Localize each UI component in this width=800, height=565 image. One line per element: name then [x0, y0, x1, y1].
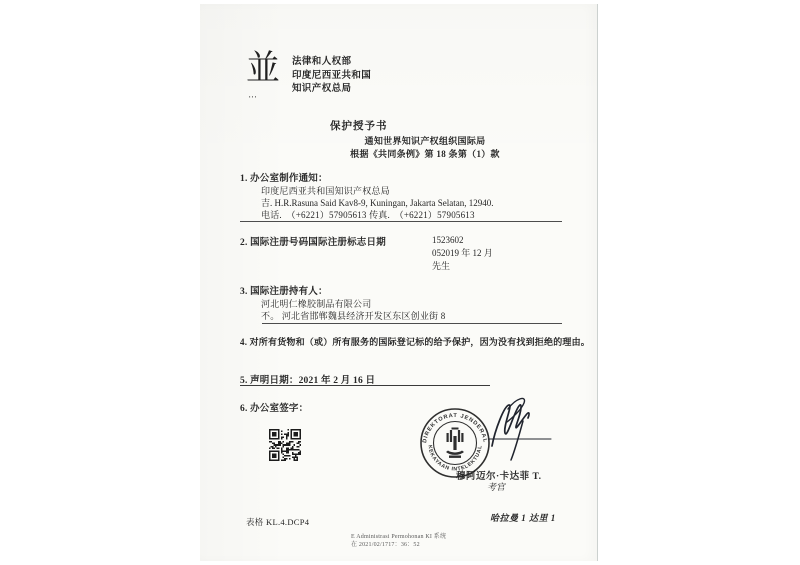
signer-name: 穆阿迈尔·卡达菲 T.: [456, 472, 542, 482]
footer-print-system: E Administrasi Permohonan KI 系统: [351, 534, 447, 540]
footer-form-code: 表格 KL.4.DCP4: [246, 517, 310, 527]
holder-name: 河北明仁橡胶制品有限公司: [261, 299, 372, 309]
footer-page-info: 哈拉曼 1 达里 1: [490, 513, 556, 523]
notice-line-1: 通知世界知识产权组织国际局: [364, 136, 486, 146]
item2-label: 2. 国际注册号码国际注册标志日期: [240, 238, 386, 248]
item1-label: 1. 办公室制作通知：: [240, 174, 328, 184]
item1-phone: 电话. （+6221）57905613 传真. （+6221）57905613: [261, 210, 475, 220]
notice-line-2: 根据《共同条例》第 18 条第（1）款: [350, 149, 500, 159]
registration-date: 052019 年 12 月: [432, 248, 493, 258]
ministry-name-block: [292, 56, 371, 97]
ministry-line-2: 印度尼西亚共和国: [292, 70, 372, 81]
signer-title: 考官: [487, 482, 506, 492]
item3-divider: [262, 323, 562, 324]
footer-print-time: 在 2021/02/1717：36：52: [351, 542, 420, 548]
footer-print-info: [351, 533, 446, 549]
item5-underline: [240, 385, 490, 386]
holder-address: 不。 河北省邯郸魏县经济开发区东区创业街 8: [261, 311, 446, 321]
ministry-line-1: 法律和人权部: [292, 57, 352, 67]
registration-extra: 先生: [432, 261, 451, 271]
item6-label: 6. 办公室签字：: [240, 404, 309, 414]
item1-office: 印度尼西亚共和国知识产权总局: [261, 186, 390, 196]
notice-block: [255, 135, 595, 161]
stamp-top-text: DIREKTORAT JENDERAL: [422, 412, 488, 444]
item3-label: 3. 国际注册持有人：: [240, 287, 328, 297]
item5-text: 5. 声明日期：2021 年 2 月 16 日: [240, 376, 376, 386]
ministry-logo-caption: ▪▪▪: [249, 94, 258, 99]
ministry-logo-icon: 並: [246, 50, 280, 87]
ministry-line-3: 知识产权总局: [292, 84, 352, 94]
item4-text: 4. 对所有货物和（或）所有服务的国际登记标的给予保护，因为没有找到拒绝的理由。: [240, 337, 591, 347]
registration-number: 1523602: [432, 235, 464, 245]
stamp-bottom-text: KEKAYAAN INTELEKTUAL: [426, 444, 484, 473]
item1-divider: [240, 221, 562, 222]
item1-address: 吉. H.R.Rasuna Said Kav8-9, Kuningan, Jakarta Selatan, 12940.: [261, 198, 494, 208]
document-title: 保护授予书: [330, 121, 388, 132]
qr-code: [269, 429, 301, 466]
handwritten-signature: [462, 394, 557, 473]
item2-values: [432, 234, 493, 273]
